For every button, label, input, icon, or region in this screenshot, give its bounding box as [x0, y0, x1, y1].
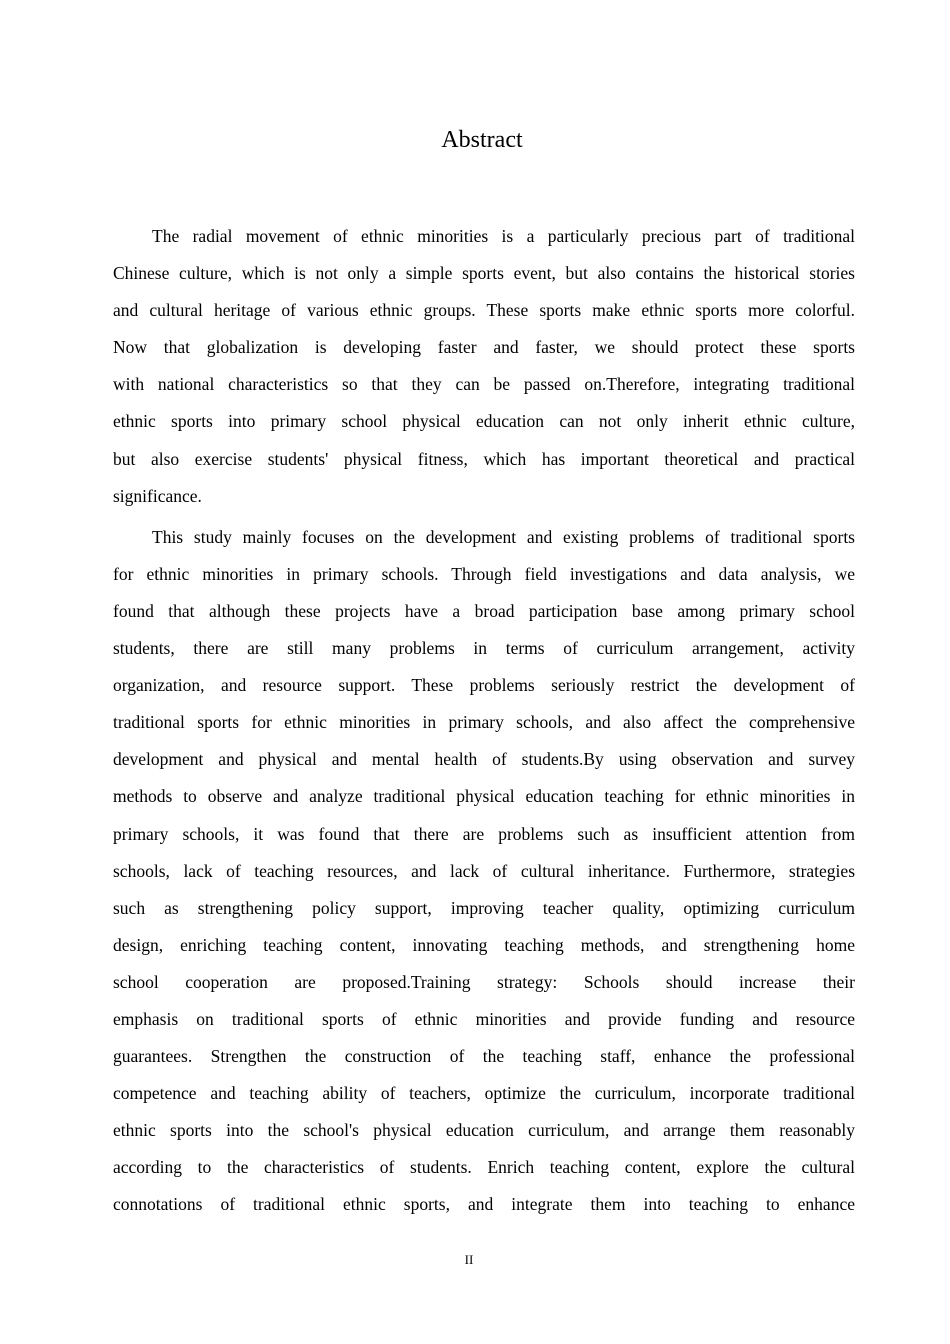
- text-line: design, enriching teaching content, innovating teaching methods, and strengthening home: [113, 934, 855, 955]
- abstract-paragraph-1: [113, 218, 855, 515]
- abstract-body: [113, 218, 855, 1224]
- page-title: Abstract: [441, 127, 523, 153]
- text-line: traditional sports for ethnic minorities in primary schools, and also affect the comprehensive: [113, 712, 855, 733]
- text-line: guarantees. Strengthen the construction of the teaching staff, enhance the professional: [113, 1046, 855, 1067]
- text-line: and cultural heritage of various ethnic groups. These sports make ethnic sports more colorful.: [113, 300, 855, 321]
- text-line: organization, and resource support. These problems seriously restrict the development of: [113, 675, 855, 696]
- text-line: with national characteristics so that they can be passed on.Therefore, integrating traditional: [113, 374, 855, 395]
- text-line: Chinese culture, which is not only a simple sports event, but also contains the historical stories: [113, 263, 855, 284]
- text-line: schools, lack of teaching resources, and lack of cultural inheritance. Furthermore, strategies: [113, 860, 855, 881]
- text-line: school cooperation are proposed.Training strategy: Schools should increase their: [113, 971, 855, 992]
- text-line: emphasis on traditional sports of ethnic minorities and provide funding and resource: [113, 1008, 855, 1029]
- text-line: This study mainly focuses on the development and existing problems of traditional sports: [152, 526, 855, 547]
- text-line: such as strengthening policy support, improving teacher quality, optimizing curriculum: [113, 897, 855, 918]
- text-line: ethnic sports into primary school physical education can not only inherit ethnic culture,: [113, 411, 855, 432]
- page-number: II: [464, 1252, 474, 1267]
- text-line: according to the characteristics of students. Enrich teaching content, explore the cultural: [113, 1157, 855, 1178]
- text-line: students, there are still many problems in terms of curriculum arrangement, activity: [113, 638, 855, 659]
- text-line: significance.: [113, 485, 202, 506]
- text-line: development and physical and mental health of students.By using observation and survey: [113, 749, 855, 770]
- text-line: primary schools, it was found that there are problems such as insufficient attention from: [113, 823, 855, 844]
- text-line: found that although these projects have a broad participation base among primary school: [113, 600, 855, 621]
- text-line: Now that globalization is developing faster and faster, we should protect these sports: [113, 337, 855, 358]
- text-line: The radial movement of ethnic minorities is a particularly precious part of traditional: [152, 226, 855, 246]
- text-line: connotations of traditional ethnic sports, and integrate them into teaching to enhance: [113, 1194, 855, 1215]
- text-line: competence and teaching ability of teachers, optimize the curriculum, incorporate traditional: [113, 1083, 855, 1104]
- text-line: methods to observe and analyze traditional physical education teaching for ethnic minorities in: [113, 786, 855, 807]
- text-line: ethnic sports into the school's physical education curriculum, and arrange them reasonably: [113, 1120, 855, 1141]
- abstract-paragraph-2: [113, 519, 855, 1224]
- text-line: but also exercise students' physical fitness, which has important theoretical and practical: [113, 448, 855, 469]
- text-line: for ethnic minorities in primary schools. Through field investigations and data analysis, we: [113, 563, 855, 584]
